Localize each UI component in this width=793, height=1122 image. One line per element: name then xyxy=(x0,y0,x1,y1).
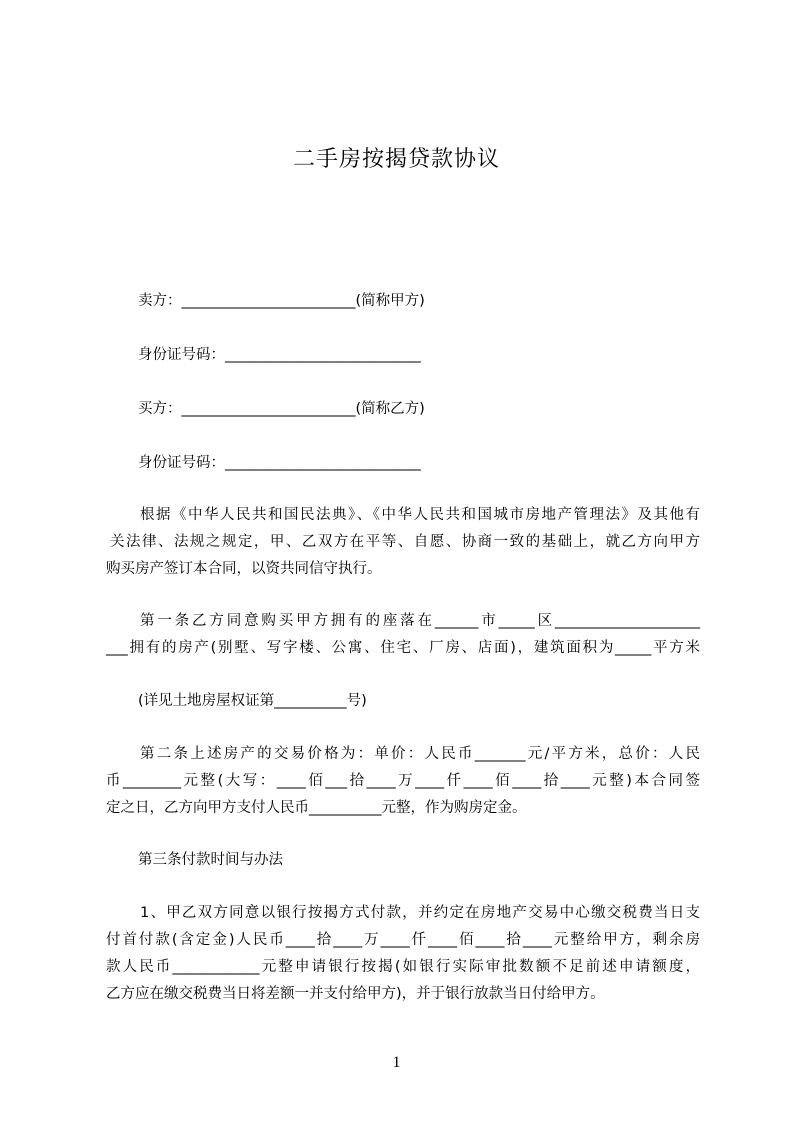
article3-item1-line-3: 款人民币____________元整申请银行按揭(如银行实际审批数额不足前述申请额度， xyxy=(106,959,700,975)
document-title: 二手房按揭贷款协议 xyxy=(292,147,500,172)
buyer-line: 买方：________________________(简称乙方) xyxy=(138,401,425,417)
seller-id-line: 身份证号码：___________________________ xyxy=(138,347,421,363)
article1-line-2: ___拥有的房产(别墅、写字楼、公寓、住宅、厂房、店面)，建筑面积为_____平方米 xyxy=(106,640,700,656)
article1-line-1: 第一条乙方同意购买甲方拥有的座落在______市_____区____________________ xyxy=(140,613,700,629)
preamble-line-2: 关法律、法规之规定，甲、乙双方在平等、自愿、协商一致的基础上，就乙方向甲方 xyxy=(110,534,700,550)
article3-item1-line-2: 付首付款(含定金)人民币____拾____万____仟____佰____拾____元整给甲方，剩余房 xyxy=(106,932,700,948)
article2-line-1: 第二条上述房产的交易价格为：单价：人民币_______元/平方米，总价：人民 xyxy=(140,746,700,762)
article1-line-3: (详见土地房屋权证第__________号) xyxy=(138,693,367,709)
article3-item1-line-1: 1、甲乙双方同意以银行按揭方式付款，并约定在房地产交易中心缴交税费当日支 xyxy=(140,905,700,921)
article3-item1-line-4: 乙方应在缴交税费当日将差额一并支付给甲方)，并于银行放款当日付给甲方。 xyxy=(106,986,605,1002)
preamble-line-3: 购买房产签订本合同，以资共同信守执行。 xyxy=(106,561,382,577)
seller-line: 卖方：________________________(简称甲方) xyxy=(138,293,425,309)
article2-line-2: 币________元整(大写：____佰___拾____万____仟____佰____拾____元整)本合同签 xyxy=(106,773,700,789)
preamble-line-1: 根据《中华人民共和国民法典》、《中华人民共和国城市房地产管理法》及其他有 xyxy=(140,507,700,523)
buyer-id-line: 身份证号码：___________________________ xyxy=(138,455,421,471)
page-number: 1 xyxy=(392,1054,401,1071)
article3-heading: 第三条付款时间与办法 xyxy=(138,852,283,868)
article2-line-3: 定之日，乙方向甲方支付人民币__________元整，作为购房定金。 xyxy=(106,800,527,816)
